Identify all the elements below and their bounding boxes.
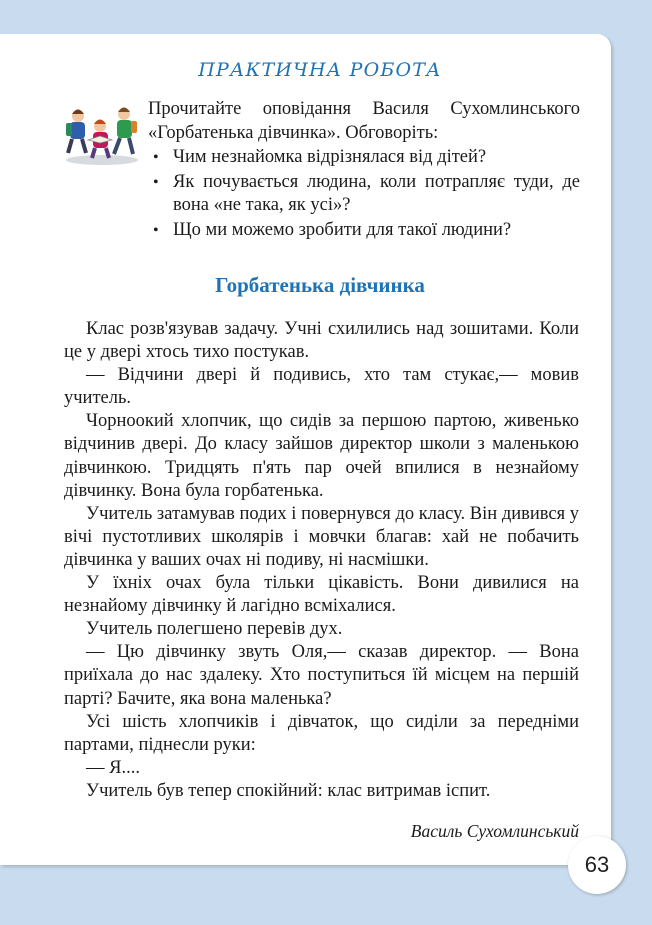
question-text: Чим незнайомка відрізнялася від дітей? — [173, 147, 487, 167]
book-page — [0, 34, 611, 865]
question-item — [148, 171, 580, 218]
page-number: 63 — [568, 836, 626, 894]
question-item — [148, 219, 580, 243]
question-list — [148, 146, 580, 242]
story-paragraph: — Я.... — [86, 757, 140, 778]
assignment-intro: Прочитайте оповідання Василя Сухомлинського «Горбатенька дівчинка». Обговоріть: — [148, 99, 580, 143]
bullet-icon: • — [153, 221, 159, 239]
question-text: Що ми можемо зробити для такої людини? — [173, 219, 512, 240]
story-title: Горбатенька дівчинка — [215, 273, 425, 297]
story-paragraph: У їхніх очах була тільки цікавість. Вони дивилися на незнайому дівчинку й лагідно всміхалися. — [64, 573, 579, 617]
story-paragraph: — Цю дівчинку звуть Оля,— сказав директор. — Вона приїхала до нас здалеку. Хто поступиться їй місцем на першій парті? Бачите, яка вона маленька? — [64, 642, 579, 709]
story-paragraph: Усі шість хлопчиків і дівчаток, що сиділи за передніми партами, піднесли руки: — [64, 711, 579, 755]
story-body — [64, 318, 579, 803]
question-item — [148, 146, 580, 170]
story-paragraph: Учитель затамував подих і повернувся до класу. Він дивився у вічі пустотливих школярів і мовчки благав: хай не побачить дівчинка у ваших очах ні подиву, ні насмішки. — [64, 503, 579, 570]
bullet-icon: • — [153, 149, 159, 166]
assignment-block — [148, 98, 580, 242]
question-text: Як почувається людина, коли потрапляє туди, де вона «не така, як усі»? — [173, 171, 580, 215]
story-paragraph: — Відчини двері й подивись, хто там стукає,— мовив учитель. — [64, 365, 579, 409]
story-author: Василь Сухомлинський — [410, 821, 579, 841]
children-reading-icon — [62, 102, 142, 166]
story-paragraph: Клас розв'язував задачу. Учні схилились над зошитами. Коли це у двері хтось тихо постукав. — [64, 319, 579, 363]
story-paragraph: Учитель полегшено перевів дух. — [86, 619, 343, 640]
story-paragraph: Чорноокий хлопчик, що сидів за першою партою, живенько відчинив двері. До класу зайшов директор школи з маленькою дівчинкою. Тридцять п'ять пар очей впилися в незнайому дівчинку. Вона була горбатенька. — [64, 411, 579, 501]
bullet-icon: • — [153, 173, 159, 191]
section-title: ПРАКТИЧНА РОБОТА — [198, 59, 442, 81]
story-paragraph: Учитель був тепер спокійний: клас витримав іспит. — [86, 780, 491, 801]
